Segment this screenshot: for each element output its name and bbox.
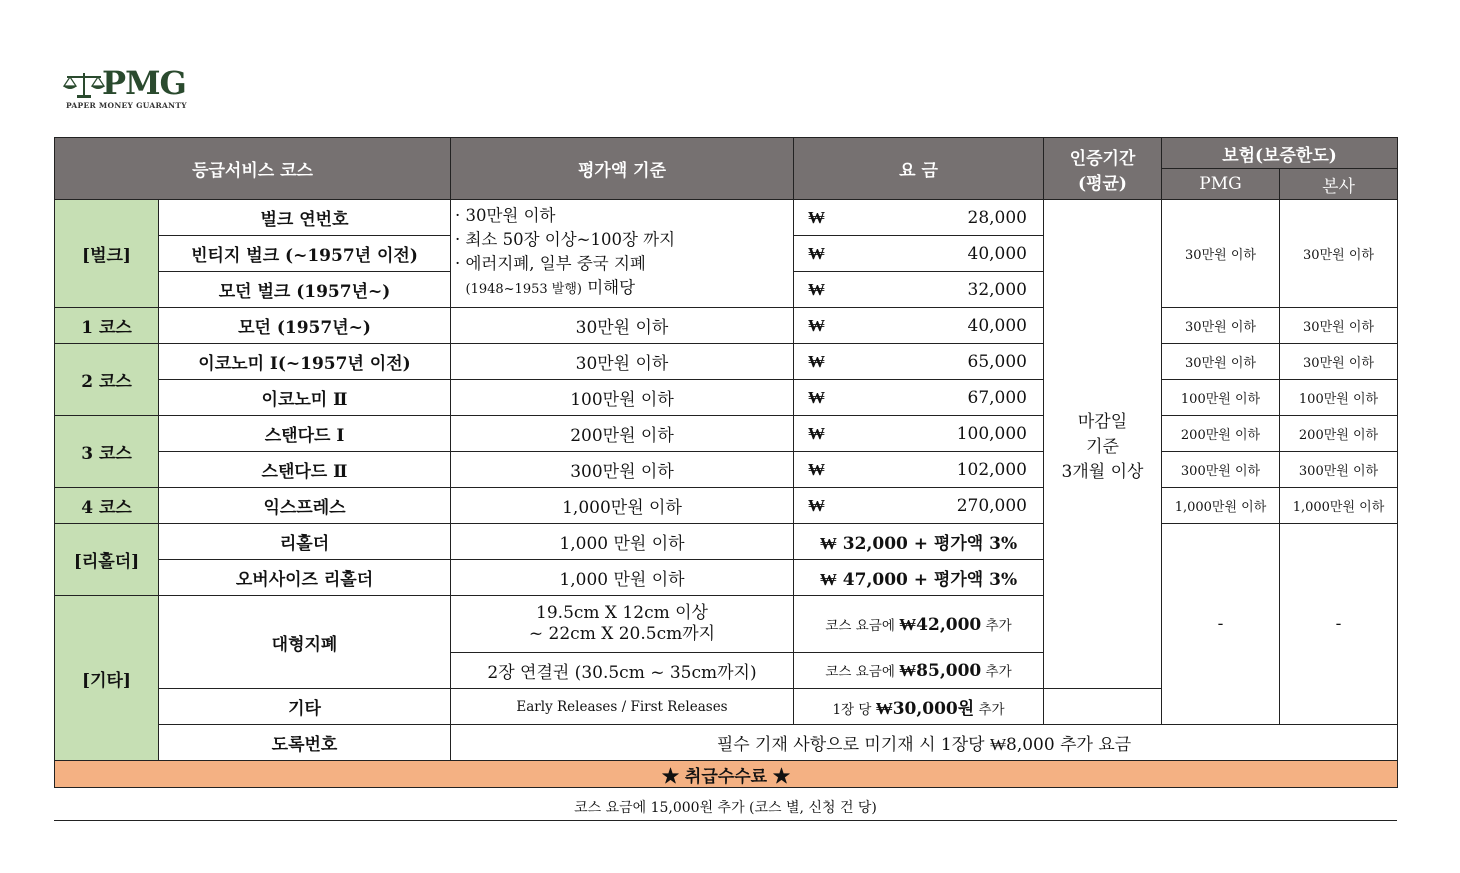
course-name: 오버사이즈 리홀더 [159,560,451,596]
course-name: 익스프레스 [159,488,451,524]
fee-cell [794,236,1044,272]
bulk-criteria-line: · 에러지폐, 일부 중국 지폐 [455,254,646,273]
header-insurance: 보험(보증한도) [1162,138,1398,169]
header-ins-pmg: PMG [1162,169,1280,200]
ins-pmg: 30만원 이하 [1162,308,1280,344]
bulk-criteria-line: · 30만원 이하 [455,206,556,225]
course-criteria: 300만원 이하 [451,452,794,488]
won-symbol: ₩ [808,315,825,336]
header-ins-hq: 본사 [1280,169,1398,200]
fee-amount: ₩85,000 [899,661,982,681]
joined-fee [794,653,1044,689]
handling-fee-note: 코스 요금에 15,000원 추가 (코스 별, 신청 건 당) [574,800,877,816]
fee-value: 100,000 [956,423,1027,444]
ins-hq: 30만원 이하 [1280,308,1398,344]
won-symbol: ₩ [808,243,825,264]
ins-pmg-dash: - [1162,524,1280,725]
header-period [1044,138,1162,200]
ins-hq: 300만원 이하 [1280,452,1398,488]
group-course-2: 2 코스 [55,344,159,416]
ins-hq: 30만원 이하 [1280,344,1398,380]
header-period-label: 인증기간 [1069,148,1136,169]
header-fee: 요 금 [794,138,1044,200]
fee-value: 40,000 [967,243,1027,264]
logo-tagline: PAPER MONEY GUARANTY [66,101,187,110]
fee-value: 40,000 [967,315,1027,336]
divider [54,820,1397,821]
group-reholder: [리홀더] [55,524,159,596]
won-symbol: ₩ [808,279,825,300]
fee-cell [794,452,1044,488]
fee-amount: ₩42,000 [899,614,982,635]
large-criteria-line: 19.5cm X 12cm 이상 [536,603,708,623]
fee-amount: ₩30,000원 [875,699,975,719]
large-fee [794,596,1044,653]
reg-note: 필수 기재 사항으로 미기재 시 1장당 ₩8,000 추가 요금 [451,725,1398,761]
ins-pmg: 100만원 이하 [1162,380,1280,416]
fee-value: 270,000 [956,495,1027,516]
scales-of-justice-icon [62,70,106,100]
period-line: 마감일 [1077,411,1128,432]
fee-cell [794,200,1044,236]
course-criteria: 1,000 만원 이하 [451,524,794,560]
won-symbol: ₩ [808,495,825,516]
won-symbol: ₩ [808,423,825,444]
won-symbol: ₩ [808,459,825,480]
fee-suffix: 추가 [981,664,1012,680]
ins-pmg: 30만원 이하 [1162,200,1280,308]
large-criteria-line: ~ 22cm X 20.5cm까지 [528,624,716,644]
period-line: 3개월 이상 [1061,461,1144,482]
ins-pmg: 1,000만원 이하 [1162,488,1280,524]
ins-hq: 200만원 이하 [1280,416,1398,452]
fee-prefix: 1장 당 [832,702,876,718]
fee-value: 102,000 [956,459,1027,480]
header-criteria: 평가액 기준 [451,138,794,200]
bulk-criteria [451,200,794,308]
logo-wordmark: PMG [102,64,186,102]
course-name: 스탠다드 Ⅱ [159,452,451,488]
ins-pmg: 300만원 이하 [1162,452,1280,488]
ins-pmg: 200만원 이하 [1162,416,1280,452]
fee-prefix: 코스 요금에 [825,617,900,634]
fee-value: 28,000 [967,207,1027,228]
fee-cell [794,344,1044,380]
fee-suffix: 추가 [981,617,1012,634]
group-other: [기타] [55,596,159,761]
ins-hq: 100만원 이하 [1280,380,1398,416]
ins-hq-dash: - [1280,524,1398,725]
course-criteria: 30만원 이하 [451,344,794,380]
course-name: 리홀더 [159,524,451,560]
course-criteria: 1,000 만원 이하 [451,560,794,596]
ins-pmg: 30만원 이하 [1162,344,1280,380]
group-bulk: [벌크] [55,200,159,308]
course-criteria: 30만원 이하 [451,308,794,344]
course-name: 이코노미 Ⅱ [159,380,451,416]
won-symbol: ₩ [808,351,825,372]
won-symbol: ₩ [808,207,825,228]
fee-cell [794,308,1044,344]
fee-value: 65,000 [967,351,1027,372]
fee-prefix: 코스 요금에 [825,664,900,680]
fee-cell [794,272,1044,308]
pricing-table [54,137,1398,788]
fee-cell [794,380,1044,416]
won-symbol: ₩ [808,387,825,408]
bulk-criteria-years: (1948~1953 발행) [465,282,582,297]
course-name: 모던 벌크 (1957년~) [159,272,451,308]
fee-value: ₩ 32,000 + 평가액 3% [794,524,1044,560]
group-course-4: 4 코스 [55,488,159,524]
fee-value: 32,000 [967,279,1027,300]
fee-suffix: 추가 [974,702,1005,718]
course-criteria: 1,000만원 이하 [451,488,794,524]
pmg-logo [62,66,192,112]
fee-cell [794,416,1044,452]
ins-hq: 30만원 이하 [1280,200,1398,308]
course-name: 빈티지 벌크 (~1957년 이전) [159,236,451,272]
course-criteria: 200만원 이하 [451,416,794,452]
bulk-criteria-tail: 미해당 [581,278,636,297]
course-criteria: 100만원 이하 [451,380,794,416]
fee-value: ₩ 47,000 + 평가액 3% [794,560,1044,596]
period-line: 기준 [1086,436,1119,457]
course-name: 대형지폐 [159,596,451,689]
ins-hq: 1,000만원 이하 [1280,488,1398,524]
group-course-1: 1 코스 [55,308,159,344]
course-name: 기타 [159,689,451,725]
course-name: 이코노미 Ⅰ(~1957년 이전) [159,344,451,380]
course-name: 스탠다드 Ⅰ [159,416,451,452]
handling-fee-banner: ★ 취급수수료 ★ [55,761,1398,788]
etc-criteria: Early Releases / First Releases [451,689,794,725]
etc-fee [794,689,1044,725]
fee-value: 67,000 [967,387,1027,408]
joined-criteria: 2장 연결권 (30.5cm ~ 35cm까지) [451,653,794,689]
large-criteria [451,596,794,653]
group-course-3: 3 코스 [55,416,159,488]
course-name: 모던 (1957년~) [159,308,451,344]
course-name: 벌크 연번호 [159,200,451,236]
period-cell [1044,200,1162,689]
header-course: 등급서비스 코스 [55,138,451,200]
header-period-sub: (평균) [1078,173,1127,194]
fee-cell [794,488,1044,524]
course-name: 도록번호 [159,725,451,761]
bulk-criteria-line: · 최소 50장 이상~100장 까지 [455,230,676,249]
